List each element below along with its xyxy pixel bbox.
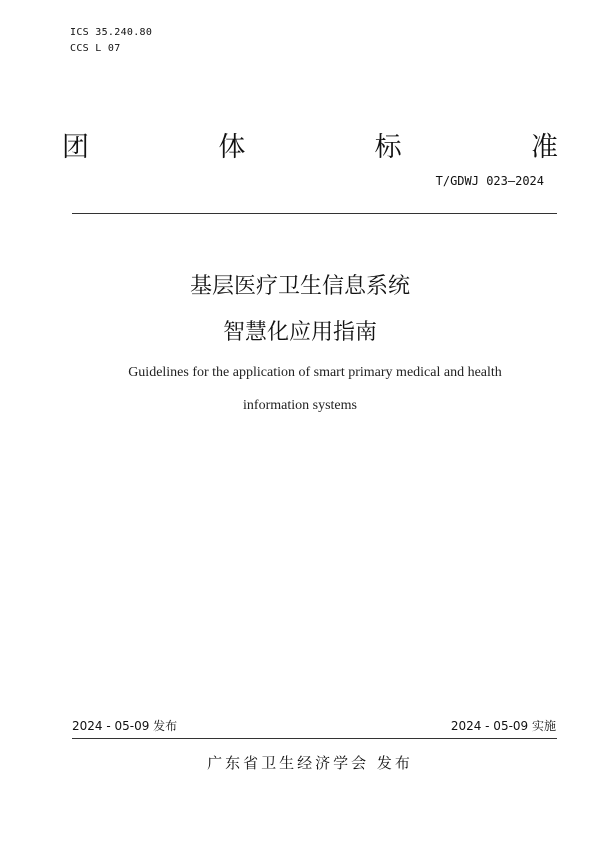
standard-type-char: 准 — [530, 132, 558, 163]
bottom-divider — [72, 738, 557, 739]
ics-code: ICS 35.240.80 — [70, 27, 153, 38]
standard-number: T/GDWJ 023—2024 — [435, 174, 544, 188]
standard-type-char: 体 — [218, 132, 246, 163]
ccs-code: CCS L 07 — [70, 43, 121, 54]
standard-type-char: 标 — [374, 132, 402, 163]
standard-type-char: 团 — [62, 132, 89, 163]
title-zh-line2: 智慧化应用指南 — [222, 320, 377, 345]
standard-type-heading — [62, 128, 558, 168]
title-en-line1: Guidelines for the application of smart primary medical and health — [128, 365, 502, 380]
publisher-name: 广东省卫生经济学会 发布 — [207, 754, 413, 772]
top-divider — [72, 213, 557, 214]
title-zh-line1: 基层医疗卫生信息系统 — [189, 274, 410, 299]
title-en-line2: information systems — [243, 398, 357, 413]
issue-date: 2024 - 05-09 发布 — [72, 719, 178, 733]
implementation-date: 2024 - 05-09 实施 — [450, 719, 556, 733]
